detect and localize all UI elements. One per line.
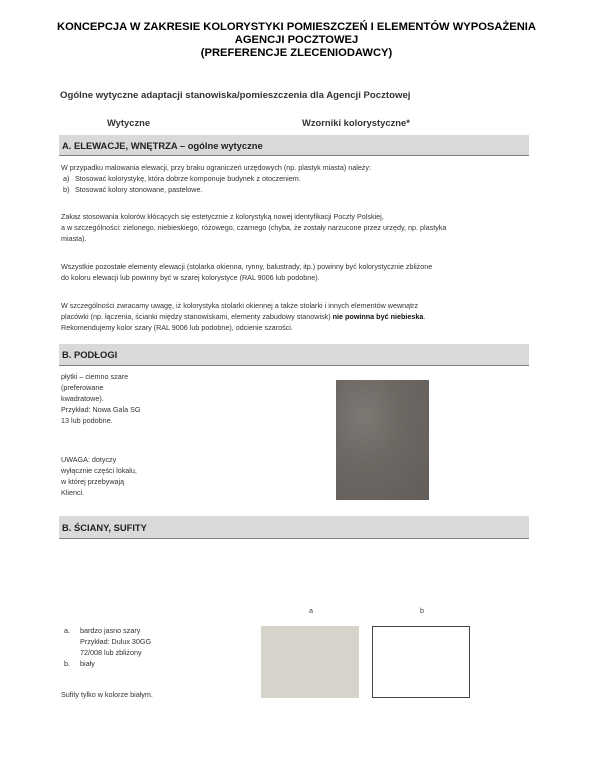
text-line: Przykład: Dulux 30GG bbox=[80, 636, 152, 646]
paragraph-text: . bbox=[423, 311, 426, 321]
document-title bbox=[0, 21, 593, 60]
paragraph-line: a w szczególności: zielonego, niebieskiego, różowego, czarnego (chyba, że zostały narzucone przez urzędy, np. plastyka bbox=[61, 222, 447, 232]
section-a-paragraph-elements bbox=[61, 262, 527, 284]
text-line: 72/008 lub zbliżony bbox=[80, 647, 142, 657]
floor-tile-swatch bbox=[336, 380, 429, 500]
list-item bbox=[61, 626, 241, 659]
text-line: Przykład: Nowa Gala SG bbox=[61, 404, 141, 414]
list-marker: b. bbox=[64, 658, 70, 668]
list-item bbox=[61, 185, 527, 196]
list-marker: b) bbox=[63, 184, 70, 194]
intro-text: W przypadku malowania elewacji, przy braku ograniczeń urzędowych (np. plastyk miasta) należy: bbox=[61, 163, 371, 172]
wall-swatch-white bbox=[372, 626, 470, 698]
title-line-1: KONCEPCJA W ZAKRESIE KOLORYSTYKI POMIESZCZEŃ I ELEMENTÓW WYPOSAŻENIA bbox=[56, 21, 536, 33]
swatch-label-b: b bbox=[420, 606, 424, 615]
paragraph-line: Zakaz stosowania kolorów kłócących się estetycznie z kolorystyką nowej identyfikacji Poczty Polskiej, bbox=[61, 212, 384, 221]
text-line: UWAGA: dotyczy bbox=[61, 455, 117, 464]
text-line: bardzo jasno szary bbox=[80, 626, 141, 635]
list-item bbox=[61, 659, 241, 670]
list-marker: a. bbox=[64, 626, 70, 635]
text-line: biały bbox=[80, 658, 95, 668]
text-line: 13 lub podobne. bbox=[61, 415, 113, 425]
text-line: kwadratowe). bbox=[61, 393, 104, 403]
column-header-guidelines: Wytyczne bbox=[107, 117, 151, 128]
ceiling-note: Sufity tylko w kolorze białym. bbox=[61, 690, 153, 699]
section-c-heading: B. ŚCIANY, SUFITY bbox=[59, 516, 529, 539]
document-subtitle: Ogólne wytyczne adaptacji stanowiska/pomieszczenia dla Agencji Pocztowej bbox=[60, 90, 411, 101]
section-a-paragraph-joinery bbox=[61, 301, 527, 334]
swatch-label-a: a bbox=[309, 606, 313, 615]
list-item bbox=[61, 174, 527, 185]
emphasis-text: nie powinna być niebieska bbox=[332, 311, 424, 321]
section-a-paragraph-colors-ban bbox=[61, 212, 527, 245]
paragraph-line: miasta). bbox=[61, 233, 87, 243]
text-line: (preferowane bbox=[61, 382, 104, 392]
floor-note bbox=[61, 455, 171, 499]
title-line-2: AGENCJI POCZTOWEJ bbox=[234, 34, 359, 46]
title-line-3: (PREFERENCJE ZLECENIODAWCY) bbox=[200, 47, 393, 59]
floor-description bbox=[61, 372, 171, 427]
paragraph-line bbox=[61, 312, 527, 323]
paragraph-line: Rekomendujemy kolor szary (RAL 9006 lub podobne), odcienie szarości. bbox=[61, 322, 293, 332]
text-line: w której przebywają bbox=[61, 476, 125, 486]
wall-swatch-light-grey bbox=[261, 626, 359, 698]
list-item-text: Stosować kolorystykę, która dobrze komponuje budynek z otoczeniem. bbox=[75, 173, 301, 183]
paragraph-line: W szczególności zwracamy uwagę, iż kolorystyka stolarki okiennej a także stolarki i innych elementów wewnątrz bbox=[61, 301, 419, 310]
text-line: płytki – ciemno szare bbox=[61, 372, 129, 381]
paragraph-line: Wszystkie pozostałe elementy elewacji (stolarka okienna, rynny, balustrady, itp.) powinny być kolorystycznie zbliżone bbox=[61, 262, 433, 271]
section-a-heading: A. ELEWACJE, WNĘTRZA – ogólne wytyczne bbox=[59, 135, 529, 156]
paragraph-line: do koloru elewacji lub powinny być w szarej kolorystyce (RAL 9006 lub podobne). bbox=[61, 272, 320, 282]
column-header-color-samples: Wzorniki kolorystyczne* bbox=[302, 117, 410, 128]
list-item-text: Stosować kolory stonowane, pastelowe. bbox=[75, 184, 203, 194]
list-marker: a) bbox=[63, 173, 70, 183]
wall-color-list bbox=[61, 626, 241, 670]
paragraph-text: placówki (np. łączenia, ścianki między stanowiskami, elementy zabudowy stanowisk) bbox=[61, 311, 331, 321]
text-line: Klienci. bbox=[61, 487, 85, 497]
text-line: wyłącznie części lokalu, bbox=[61, 465, 137, 475]
section-a-intro bbox=[61, 163, 527, 196]
section-b-heading: B. PODŁOGI bbox=[59, 344, 529, 366]
